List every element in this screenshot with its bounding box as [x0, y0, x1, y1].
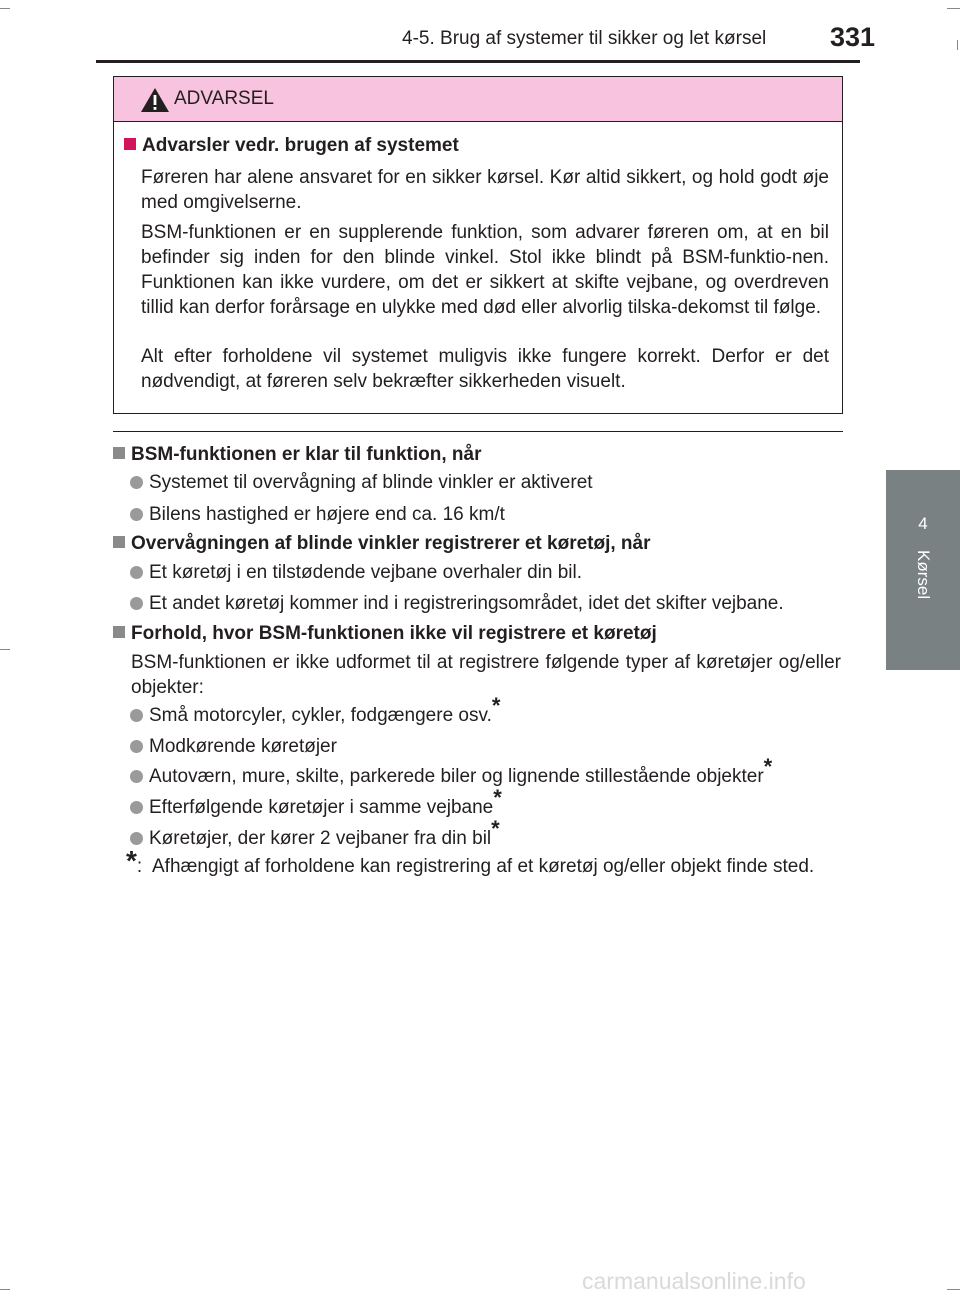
list-item [130, 504, 505, 526]
header-rule [96, 60, 860, 63]
asterisk-marker: * [763, 754, 773, 779]
list-item-text: Systemet til overvågning af blinde vinkler er aktiveret [149, 472, 593, 493]
warning-header [114, 77, 842, 122]
section-heading [113, 533, 651, 555]
square-bullet-icon [113, 626, 125, 638]
list-item [130, 785, 502, 819]
list-item-text: Modkørende køretøjer [149, 736, 337, 757]
round-bullet-icon [130, 770, 143, 783]
warning-paragraph: BSM-funktionen er en supplerende funktion, som advarer føreren om, at en bil befinder sig inden for den blinde vinkel. Stol ikke blindt på BSM-funktio-nen. Funktionen kan ikke vurdere, om det er sikkert at skifte vejbane, og overdreven tillid kan derfor forårsage en ulykke med død eller alvorlig tilska-dekomst til følge. [141, 222, 829, 318]
crop-mark [0, 8, 10, 9]
section-heading-text: Forhold, hvor BSM-funktionen ikke vil registrere et køretøj [131, 623, 657, 644]
list-item [130, 472, 593, 494]
footnote-asterisk: * [126, 845, 137, 876]
asterisk-marker: * [493, 785, 502, 810]
round-bullet-icon [130, 508, 143, 521]
chapter-tab-label: Kørsel [914, 550, 933, 600]
list-item [130, 736, 337, 758]
list-item [130, 816, 500, 850]
asterisk-marker: * [491, 816, 500, 841]
warning-heading-text: Advarsler vedr. brugen af systemet [142, 135, 459, 156]
chapter-tab-number: 4 [918, 514, 928, 533]
round-bullet-icon [130, 740, 143, 753]
section-divider [113, 431, 843, 432]
list-item [130, 562, 582, 584]
round-bullet-icon [130, 476, 143, 489]
footnote [126, 845, 840, 880]
list-item-text: Bilens hastighed er højere end ca. 16 km/t [149, 504, 505, 525]
page-number: 331 [830, 22, 876, 52]
asterisk-marker: * [491, 693, 501, 718]
list-item-text: Autoværn, mure, skilte, parkerede biler og lignende stillestående objekter [149, 766, 764, 787]
crop-mark [947, 8, 960, 9]
warning-title: ADVARSEL [174, 88, 274, 109]
footnote-separator: : [136, 856, 143, 877]
section-heading [113, 444, 481, 466]
section-intro: BSM-funktionen er ikke udformet til at registrere følgende typer af køretøjer og/eller objekter: [131, 652, 841, 698]
header-title: 4-5. Brug af systemer til sikker og let kørsel [402, 28, 767, 49]
chapter-tab [886, 470, 960, 670]
round-bullet-icon [130, 832, 143, 845]
crop-mark [957, 40, 958, 50]
round-bullet-icon [130, 597, 143, 610]
section-heading [113, 623, 657, 645]
crop-mark [947, 1289, 960, 1290]
crop-mark [0, 649, 10, 650]
section-heading-text: Overvågningen af blinde vinkler registrerer et køretøj, når [131, 533, 651, 554]
list-item-text: Efterfølgende køretøjer i samme vejbane [149, 797, 494, 818]
warning-paragraph: Føreren har alene ansvaret for en sikker kørsel. Kør altid sikkert, og hold godt øje med omgivelserne. [141, 167, 829, 213]
footnote-marker [126, 845, 152, 880]
list-item-text: Et køretøj i en tilstødende vejbane overhaler din bil. [149, 562, 582, 583]
crop-mark [0, 1289, 10, 1290]
watermark: carmanualsonline.info [582, 1268, 806, 1294]
list-item-text: Små motorcyler, cykler, fodgængere osv. [149, 705, 492, 726]
round-bullet-icon [130, 709, 143, 722]
list-item [130, 754, 773, 788]
round-bullet-icon [130, 566, 143, 579]
square-bullet-icon [113, 536, 125, 548]
list-item-text: Et andet køretøj kommer ind i registreringsområdet, idet det skifter vejbane. [149, 593, 784, 614]
warning-triangle-icon [140, 87, 170, 113]
footnote-text: Afhængigt af forholdene kan registrering af et køretøj og/eller objekt finde sted. [152, 856, 815, 877]
square-bullet-icon [124, 138, 136, 150]
list-item [130, 593, 784, 615]
list-item [130, 693, 501, 727]
square-bullet-icon [113, 447, 125, 459]
warning-box [113, 76, 843, 414]
list-item-text: Køretøjer, der kører 2 vejbaner fra din bil [149, 828, 492, 849]
warning-heading [124, 135, 459, 157]
section-heading-text: BSM-funktionen er klar til funktion, når [131, 444, 482, 465]
round-bullet-icon [130, 801, 143, 814]
warning-paragraph: Alt efter forholdene vil systemet muligvis ikke fungere korrekt. Derfor er det nødvendigt, at føreren selv bekræfter sikkerheden visuelt. [141, 346, 829, 392]
